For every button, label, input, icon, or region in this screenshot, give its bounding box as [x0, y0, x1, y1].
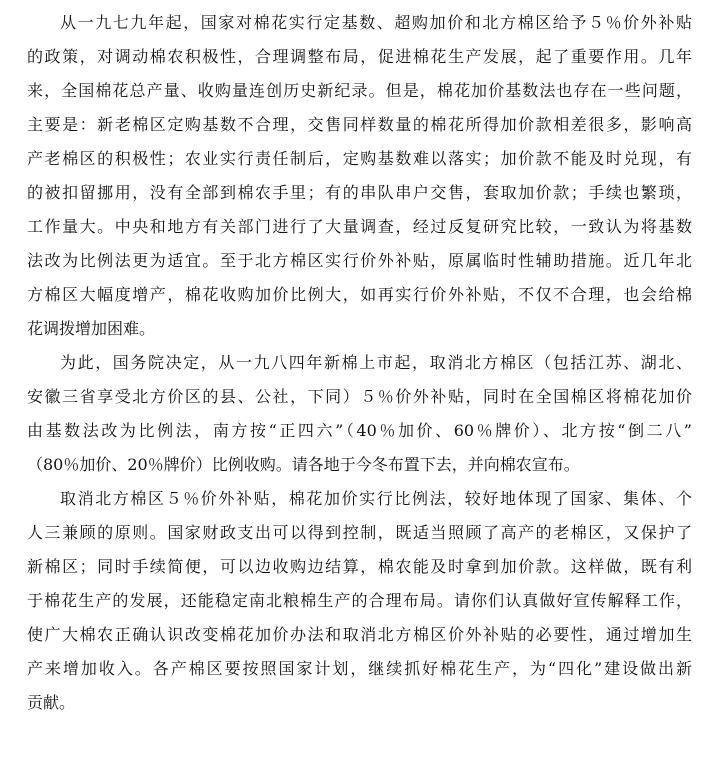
- text-line: 新棉区；同时手续简便，可以边收购边结算，棉农能及时拿到加价款。这样做，既有利: [27, 557, 692, 576]
- text-line: 为此，国务院决定，从一九八四年新棉上市起，取消北方棉区（包括江苏、湖北、: [60, 353, 692, 372]
- text-line: 使广大棉农正确认识改变棉花加价办法和取消北方棉区价外补贴的必要性，通过增加生: [27, 625, 692, 644]
- text-line: 来，全国棉花总产量、收购量连创历史新纪录。但是，棉花加价基数法也存在一些问题，: [27, 81, 692, 100]
- text-line: 人三兼顾的原则。国家财政支出可以得到控制，既适当照顾了高产的老棉区，又保护了: [27, 523, 692, 542]
- text-line: 的政策，对调动棉农积极性，合理调整布局，促进棉花生产发展，起了重要作用。几年: [27, 47, 692, 66]
- text-line: 工作量大。中央和地方有关部门进行了大量调查，经过反复研究比较，一致认为将基数: [27, 217, 692, 236]
- paragraph-3: [27, 482, 692, 720]
- text-line: 产来增加收入。各产棉区要按照国家计划，继续抓好棉花生产，为“四化”建设做出新: [27, 659, 692, 678]
- text-line: （80％加价、20％牌价）比例收购。请各地于今冬布置下去，并向棉农宣布。: [27, 455, 580, 474]
- text-line: 由基数法改为比例法，南方按“正四六”（40％加价、60％牌价）、北方按“倒二八”: [27, 421, 692, 440]
- text-line: 法改为比例法更为适宜。至于北方棉区实行价外补贴，原属临时性辅助措施。近几年北: [27, 251, 692, 270]
- text-line: 于棉花生产的发展，还能稳定南北粮棉生产的合理布局。请你们认真做好宣传解释工作，: [27, 591, 692, 610]
- text-line: 花调拨增加困难。: [27, 319, 156, 338]
- text-line: 方棉区大幅度增产，棉花收购加价比例大，如再实行价外补贴，不仅不合理，也会给棉: [27, 285, 692, 304]
- text-line: 主要是：新老棉区定购基数不合理，交售同样数量的棉花所得加价款相差很多，影响高: [27, 115, 692, 134]
- text-line: 贡献。: [27, 693, 76, 712]
- text-line: 取消北方棉区５％价外补贴，棉花加价实行比例法，较好地体现了国家、集体、个: [60, 489, 692, 508]
- text-line: 安徽三省享受北方价区的县、公社，下同）５％价外补贴，同时在全国棉区将棉花加价: [27, 387, 692, 406]
- paragraph-1: [27, 6, 692, 346]
- text-line: 从一九七九年起，国家对棉花实行定基数、超购加价和北方棉区给予５％价外补贴: [60, 13, 692, 32]
- text-line: 的被扣留挪用，没有全部到棉农手里；有的串队串户交售，套取加价款；手续也繁琐，: [27, 183, 692, 202]
- text-line: 产老棉区的积极性；农业实行责任制后，定购基数难以落实；加价款不能及时兑现，有: [27, 149, 692, 168]
- paragraph-2: [27, 346, 692, 482]
